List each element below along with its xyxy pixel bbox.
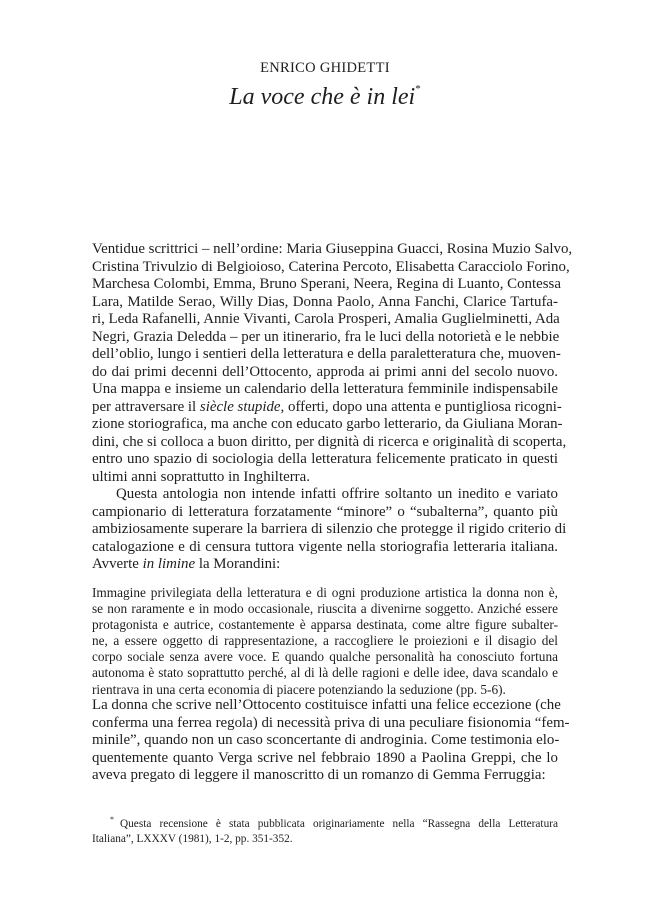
text-line: ultimi anni soprattutto in Inghilterra.	[92, 468, 310, 485]
text-segment: la Morandini:	[195, 556, 281, 572]
block-quote	[92, 585, 558, 698]
paragraph-1	[92, 241, 573, 486]
text-line: do dai primi decenni dell’Ottocento, approda ai primi anni del secolo nuovo.	[92, 363, 558, 380]
italic-phrase: in limine	[142, 556, 196, 572]
text-line-with-italic	[92, 398, 562, 417]
quote-line: protagonista e autrice, costantemente è apparsa destinata, come altre figure subalter-	[92, 617, 558, 633]
footnote-line	[92, 812, 558, 832]
quote-line: autonoma è stato soprattutto perché, al di là delle ragioni e delle idee, dava scandalo e	[92, 665, 558, 681]
paragraph-3	[92, 697, 570, 785]
quote-line: ne, a essere oggetto di rappresentazione, a raccogliere le proiezioni e il disagio del	[92, 633, 558, 649]
author-name: ENRICO GHIDETTI	[260, 60, 390, 76]
text-line: Ventidue scrittrici – nell’ordine: Maria Giuseppina Guacci, Rosina Muzio Salvo,	[92, 241, 573, 257]
article-title	[0, 84, 650, 111]
quote-line: se non raramente e in modo occasionale, riuscita a divenirne soggetto. Anziché essere	[92, 601, 558, 617]
text-segment: per attraversare il	[92, 398, 200, 415]
quote-line: rientrava in una certa economia di piacere potenziando la seduzione (pp. 5-6).	[92, 681, 506, 697]
italic-phrase: siècle stupide	[199, 398, 281, 415]
text-line: dell’oblio, lungo i sentieri della letteratura e della paraletteratura che, muoven-	[92, 346, 561, 362]
text-line: La donna che scrive nell’Ottocento costituisce infatti una felice eccezione (che	[92, 697, 561, 713]
text-line: ri, Leda Rafanelli, Annie Vivanti, Carola Prosperi, Amalia Guglielminetti, Ada	[92, 311, 560, 327]
footnote-line: Italiana”, LXXXV (1981), 1-2, pp. 351-352.	[92, 833, 293, 846]
text-line: conferma una ferrea regola) di necessità priva di una peculiare fisionomia “fem-	[92, 714, 570, 731]
text-line: Cristina Trivulzio di Belgioioso, Caterina Percoto, Elisabetta Caracciolo Forino,	[92, 258, 570, 275]
title-text: La voce che è in lei	[229, 84, 416, 110]
text-line: zione storiografica, ma anche con educato garbo letterario, da Giuliana Moran-	[92, 416, 563, 432]
footnote-marker: *	[110, 815, 114, 824]
text-line: ambiziosamente superare la barriera di silenzio che protegge il rigido criterio di	[92, 521, 567, 537]
quote-line: Immagine privilegiata della letteratura e di ogni produzione artistica la donna non è,	[92, 585, 558, 600]
text-line: minile”, quando non un caso sconcertante di androginia. Come testimonia elo-	[92, 732, 560, 748]
text-line: Lara, Matilde Serao, Willy Dias, Donna Paolo, Anna Fanchi, Clarice Tartufa-	[92, 293, 558, 310]
paragraph-2	[92, 486, 567, 574]
text-line: Una mappa e insieme un calendario della letteratura femminile indispensabile	[92, 381, 558, 397]
text-line: entro uno spazio di sociologia della letteratura felicemente praticato in questi	[92, 451, 558, 467]
text-line: Questa antologia non intende infatti offrire soltanto un inedito e variato	[116, 486, 558, 502]
footnote	[92, 812, 558, 848]
text-segment: , offerti, dopo una attenta e puntigliosa ricogni-	[280, 398, 562, 415]
text-line: dini, che si colloca a buon diritto, per dignità di ricerca e originalità di scoperta,	[92, 433, 567, 450]
text-line: aveva pregato di leggere il manoscritto di un romanzo di Gemma Ferruggia:	[92, 767, 546, 783]
footnote-text: Questa recensione è stata pubblicata originariamente nella “Rassegna della Letteratura	[120, 817, 558, 830]
text-segment: Avverte	[92, 556, 143, 572]
title-footnote-marker: *	[415, 83, 421, 95]
text-line-with-italic	[92, 556, 558, 574]
text-line: campionario di letteratura forzatamente “minore” o “subalterna”, quanto più	[92, 503, 558, 520]
quote-line: corpo sociale senza avere voce. E quando qualche personalità ha conosciuto fortuna	[92, 649, 558, 665]
text-line: catalogazione e di censura tuttora vigente nella storiografia letteraria italiana.	[92, 538, 558, 555]
text-line: Negri, Grazia Deledda – per un itinerario, fra le luci della notorietà e le nebbie	[92, 328, 560, 345]
text-line: quentemente quanto Verga scrive nel febbraio 1890 a Paolina Greppi, che lo	[92, 749, 558, 766]
text-line: Marchesa Colombi, Emma, Bruno Sperani, Neera, Regina di Luanto, Contessa	[92, 276, 561, 292]
